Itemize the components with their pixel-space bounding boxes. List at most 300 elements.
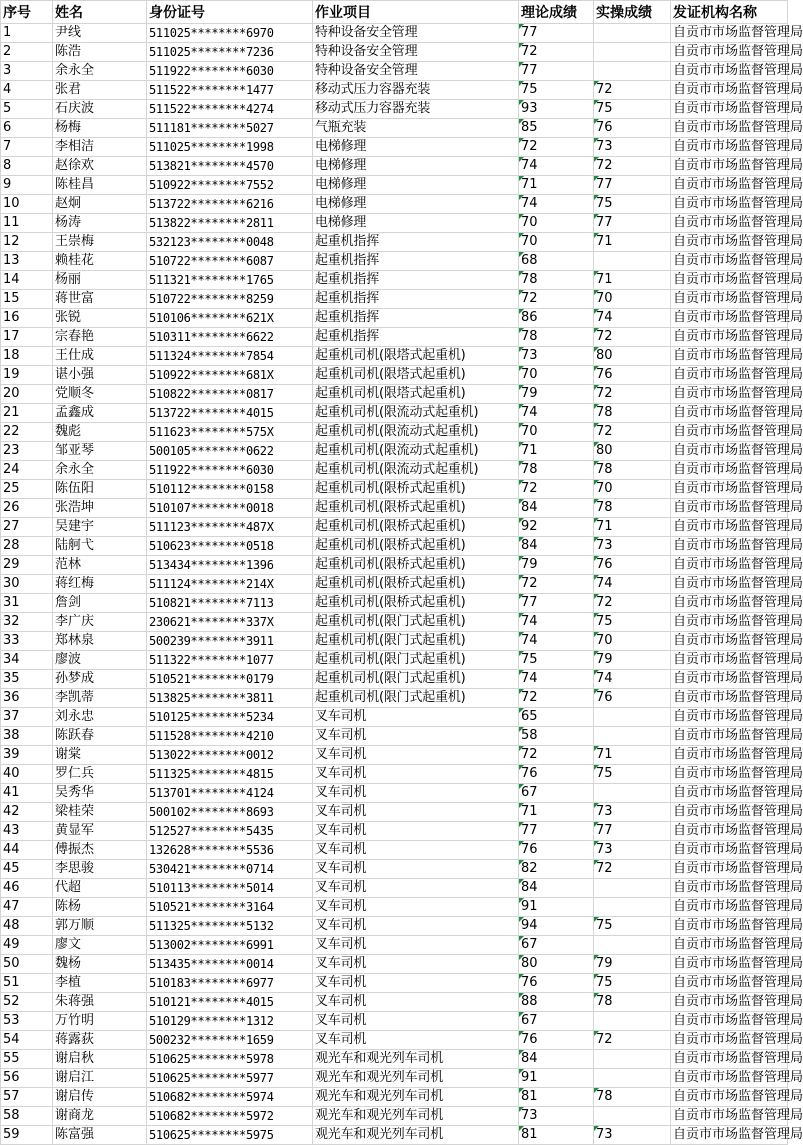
cell-no[interactable]: 45	[1, 860, 53, 879]
cell-id[interactable]: 511181********5027	[147, 119, 313, 138]
cell-id[interactable]: 510922********681X	[147, 366, 313, 385]
cell-id[interactable]: 510722********6087	[147, 252, 313, 271]
cell-no[interactable]: 54	[1, 1031, 53, 1050]
cell-project[interactable]: 叉车司机	[313, 822, 519, 841]
cell-name[interactable]: 谢棠	[53, 746, 147, 765]
cell-no[interactable]: 37	[1, 708, 53, 727]
cell-no[interactable]: 43	[1, 822, 53, 841]
cell-theory[interactable]: 72	[519, 290, 594, 309]
cell-org[interactable]: 自贡市市场监督管理局	[671, 1069, 788, 1088]
cell-name[interactable]: 孟鑫成	[53, 404, 147, 423]
cell-name[interactable]: 陈伍阳	[53, 480, 147, 499]
cell-name[interactable]: 余永全	[53, 461, 147, 480]
cell-project[interactable]: 叉车司机	[313, 898, 519, 917]
cell-org[interactable]: 自贡市市场监督管理局	[671, 24, 788, 43]
cell-project[interactable]: 起重机司机(限桥式起重机)	[313, 537, 519, 556]
cell-project[interactable]: 叉车司机	[313, 1012, 519, 1031]
cell-practice[interactable]: 75	[594, 195, 671, 214]
cell-org[interactable]: 自贡市市场监督管理局	[671, 746, 788, 765]
cell-project[interactable]: 起重机司机(限门式起重机)	[313, 613, 519, 632]
cell-id[interactable]: 500239********3911	[147, 632, 313, 651]
cell-no[interactable]: 1	[1, 24, 53, 43]
cell-practice[interactable]: 78	[594, 461, 671, 480]
cell-practice[interactable]: 72	[594, 157, 671, 176]
cell-theory[interactable]: 58	[519, 727, 594, 746]
cell-name[interactable]: 王仕成	[53, 347, 147, 366]
cell-theory[interactable]: 76	[519, 841, 594, 860]
cell-theory[interactable]: 94	[519, 917, 594, 936]
cell-no[interactable]: 42	[1, 803, 53, 822]
cell-org[interactable]: 自贡市市场监督管理局	[671, 43, 788, 62]
cell-theory[interactable]: 93	[519, 100, 594, 119]
cell-theory[interactable]: 74	[519, 157, 594, 176]
cell-org[interactable]: 自贡市市场监督管理局	[671, 252, 788, 271]
cell-no[interactable]: 48	[1, 917, 53, 936]
cell-project[interactable]: 起重机司机(限桥式起重机)	[313, 499, 519, 518]
cell-practice[interactable]: 70	[594, 480, 671, 499]
cell-practice[interactable]	[594, 1069, 671, 1088]
cell-project[interactable]: 叉车司机	[313, 803, 519, 822]
cell-practice[interactable]: 76	[594, 689, 671, 708]
cell-org[interactable]: 自贡市市场监督管理局	[671, 499, 788, 518]
cell-project[interactable]: 特种设备安全管理	[313, 24, 519, 43]
cell-theory[interactable]: 72	[519, 138, 594, 157]
cell-id[interactable]: 511322********1077	[147, 651, 313, 670]
cell-id[interactable]: 511124********214X	[147, 575, 313, 594]
cell-no[interactable]: 33	[1, 632, 53, 651]
cell-theory[interactable]: 80	[519, 955, 594, 974]
cell-practice[interactable]: 77	[594, 822, 671, 841]
cell-theory[interactable]: 92	[519, 518, 594, 537]
cell-no[interactable]: 40	[1, 765, 53, 784]
cell-id[interactable]: 511623********575X	[147, 423, 313, 442]
cell-id[interactable]: 510112********0158	[147, 480, 313, 499]
cell-id[interactable]: 510121********4015	[147, 993, 313, 1012]
cell-id[interactable]: 510922********7552	[147, 176, 313, 195]
cell-org[interactable]: 自贡市市场监督管理局	[671, 955, 788, 974]
cell-project[interactable]: 观光车和观光列车司机	[313, 1069, 519, 1088]
cell-id[interactable]: 511325********4815	[147, 765, 313, 784]
cell-practice[interactable]	[594, 43, 671, 62]
cell-org[interactable]: 自贡市市场监督管理局	[671, 423, 788, 442]
cell-no[interactable]: 55	[1, 1050, 53, 1069]
cell-practice[interactable]: 75	[594, 613, 671, 632]
cell-org[interactable]: 自贡市市场监督管理局	[671, 651, 788, 670]
cell-no[interactable]: 31	[1, 594, 53, 613]
cell-no[interactable]: 41	[1, 784, 53, 803]
cell-theory[interactable]: 76	[519, 974, 594, 993]
cell-org[interactable]: 自贡市市场监督管理局	[671, 556, 788, 575]
cell-org[interactable]: 自贡市市场监督管理局	[671, 1107, 788, 1126]
cell-name[interactable]: 廖文	[53, 936, 147, 955]
cell-name[interactable]: 陈杨	[53, 898, 147, 917]
cell-org[interactable]: 自贡市市场监督管理局	[671, 917, 788, 936]
cell-org[interactable]: 自贡市市场监督管理局	[671, 1088, 788, 1107]
cell-org[interactable]: 自贡市市场监督管理局	[671, 119, 788, 138]
cell-project[interactable]: 起重机司机(限门式起重机)	[313, 651, 519, 670]
cell-org[interactable]: 自贡市市场监督管理局	[671, 347, 788, 366]
cell-name[interactable]: 黄显军	[53, 822, 147, 841]
cell-name[interactable]: 宗春艳	[53, 328, 147, 347]
cell-no[interactable]: 20	[1, 385, 53, 404]
cell-practice[interactable]: 75	[594, 974, 671, 993]
cell-project[interactable]: 叉车司机	[313, 917, 519, 936]
cell-practice[interactable]: 77	[594, 214, 671, 233]
cell-name[interactable]: 郭万顺	[53, 917, 147, 936]
cell-practice[interactable]: 74	[594, 670, 671, 689]
cell-id[interactable]: 512527********5435	[147, 822, 313, 841]
cell-project[interactable]: 叉车司机	[313, 765, 519, 784]
cell-theory[interactable]: 68	[519, 252, 594, 271]
cell-no[interactable]: 9	[1, 176, 53, 195]
cell-theory[interactable]: 70	[519, 423, 594, 442]
cell-name[interactable]: 余永全	[53, 62, 147, 81]
cell-id[interactable]: 132628********5536	[147, 841, 313, 860]
cell-id[interactable]: 510183********6977	[147, 974, 313, 993]
cell-id[interactable]: 513825********3811	[147, 689, 313, 708]
cell-project[interactable]: 起重机指挥	[313, 290, 519, 309]
cell-project[interactable]: 起重机指挥	[313, 252, 519, 271]
cell-name[interactable]: 杨丽	[53, 271, 147, 290]
cell-name[interactable]: 魏彪	[53, 423, 147, 442]
cell-org[interactable]: 自贡市市场监督管理局	[671, 518, 788, 537]
cell-name[interactable]: 尹线	[53, 24, 147, 43]
cell-org[interactable]: 自贡市市场监督管理局	[671, 708, 788, 727]
cell-theory[interactable]: 72	[519, 575, 594, 594]
cell-project[interactable]: 起重机司机(限桥式起重机)	[313, 556, 519, 575]
cell-id[interactable]: 513821********4570	[147, 157, 313, 176]
cell-project[interactable]: 叉车司机	[313, 727, 519, 746]
cell-id[interactable]: 513002********6991	[147, 936, 313, 955]
cell-name[interactable]: 党顺冬	[53, 385, 147, 404]
cell-project[interactable]: 叉车司机	[313, 841, 519, 860]
cell-theory[interactable]: 74	[519, 195, 594, 214]
cell-name[interactable]: 赵炯	[53, 195, 147, 214]
cell-id[interactable]: 510722********8259	[147, 290, 313, 309]
cell-practice[interactable]: 75	[594, 765, 671, 784]
cell-practice[interactable]: 78	[594, 1088, 671, 1107]
cell-no[interactable]: 28	[1, 537, 53, 556]
cell-theory[interactable]: 73	[519, 1107, 594, 1126]
cell-id[interactable]: 500105********0622	[147, 442, 313, 461]
cell-org[interactable]: 自贡市市场监督管理局	[671, 993, 788, 1012]
cell-org[interactable]: 自贡市市场监督管理局	[671, 195, 788, 214]
cell-no[interactable]: 11	[1, 214, 53, 233]
cell-theory[interactable]: 78	[519, 328, 594, 347]
cell-no[interactable]: 12	[1, 233, 53, 252]
cell-name[interactable]: 陈富强	[53, 1126, 147, 1145]
cell-no[interactable]: 23	[1, 442, 53, 461]
cell-practice[interactable]	[594, 879, 671, 898]
cell-project[interactable]: 叉车司机	[313, 974, 519, 993]
cell-id[interactable]: 511922********6030	[147, 461, 313, 480]
cell-name[interactable]: 代超	[53, 879, 147, 898]
cell-theory[interactable]: 77	[519, 594, 594, 613]
cell-project[interactable]: 起重机指挥	[313, 233, 519, 252]
cell-name[interactable]: 蒋世富	[53, 290, 147, 309]
cell-no[interactable]: 58	[1, 1107, 53, 1126]
cell-name[interactable]: 杨梅	[53, 119, 147, 138]
cell-theory[interactable]: 79	[519, 385, 594, 404]
cell-id[interactable]: 511528********4210	[147, 727, 313, 746]
cell-practice[interactable]	[594, 62, 671, 81]
cell-org[interactable]: 自贡市市场监督管理局	[671, 81, 788, 100]
cell-id[interactable]: 532123********0048	[147, 233, 313, 252]
cell-theory[interactable]: 71	[519, 442, 594, 461]
cell-theory[interactable]: 82	[519, 860, 594, 879]
cell-org[interactable]: 自贡市市场监督管理局	[671, 632, 788, 651]
cell-no[interactable]: 34	[1, 651, 53, 670]
header-name[interactable]: 姓名	[53, 1, 147, 24]
cell-id[interactable]: 513822********2811	[147, 214, 313, 233]
cell-project[interactable]: 起重机司机(限塔式起重机)	[313, 366, 519, 385]
cell-practice[interactable]: 78	[594, 993, 671, 1012]
cell-theory[interactable]: 74	[519, 404, 594, 423]
cell-no[interactable]: 38	[1, 727, 53, 746]
cell-id[interactable]: 511025********7236	[147, 43, 313, 62]
cell-theory[interactable]: 78	[519, 461, 594, 480]
cell-theory[interactable]: 75	[519, 81, 594, 100]
cell-practice[interactable]	[594, 1050, 671, 1069]
cell-project[interactable]: 叉车司机	[313, 955, 519, 974]
cell-practice[interactable]: 80	[594, 442, 671, 461]
cell-theory[interactable]: 77	[519, 62, 594, 81]
cell-practice[interactable]: 72	[594, 594, 671, 613]
cell-practice[interactable]: 77	[594, 176, 671, 195]
cell-name[interactable]: 谢启江	[53, 1069, 147, 1088]
cell-name[interactable]: 谌小强	[53, 366, 147, 385]
cell-org[interactable]: 自贡市市场监督管理局	[671, 1031, 788, 1050]
cell-practice[interactable]: 75	[594, 917, 671, 936]
cell-org[interactable]: 自贡市市场监督管理局	[671, 803, 788, 822]
cell-theory[interactable]: 81	[519, 1126, 594, 1145]
cell-no[interactable]: 24	[1, 461, 53, 480]
cell-project[interactable]: 起重机司机(限流动式起重机)	[313, 423, 519, 442]
cell-theory[interactable]: 72	[519, 689, 594, 708]
cell-no[interactable]: 10	[1, 195, 53, 214]
cell-project[interactable]: 起重机司机(限门式起重机)	[313, 670, 519, 689]
cell-org[interactable]: 自贡市市场监督管理局	[671, 822, 788, 841]
cell-id[interactable]: 510822********0817	[147, 385, 313, 404]
cell-id[interactable]: 510625********5978	[147, 1050, 313, 1069]
cell-name[interactable]: 邹亚琴	[53, 442, 147, 461]
cell-theory[interactable]: 84	[519, 499, 594, 518]
cell-no[interactable]: 51	[1, 974, 53, 993]
cell-project[interactable]: 电梯修理	[313, 157, 519, 176]
cell-name[interactable]: 陆舸弋	[53, 537, 147, 556]
cell-theory[interactable]: 71	[519, 803, 594, 822]
cell-org[interactable]: 自贡市市场监督管理局	[671, 936, 788, 955]
cell-practice[interactable]: 71	[594, 518, 671, 537]
cell-org[interactable]: 自贡市市场监督管理局	[671, 727, 788, 746]
cell-project[interactable]: 叉车司机	[313, 936, 519, 955]
cell-project[interactable]: 电梯修理	[313, 176, 519, 195]
cell-practice[interactable]	[594, 784, 671, 803]
cell-project[interactable]: 电梯修理	[313, 195, 519, 214]
cell-theory[interactable]: 72	[519, 480, 594, 499]
cell-id[interactable]: 510682********5974	[147, 1088, 313, 1107]
cell-no[interactable]: 6	[1, 119, 53, 138]
cell-practice[interactable]: 76	[594, 119, 671, 138]
cell-no[interactable]: 5	[1, 100, 53, 119]
cell-id[interactable]: 513435********0014	[147, 955, 313, 974]
cell-name[interactable]: 陈桂昌	[53, 176, 147, 195]
cell-no[interactable]: 16	[1, 309, 53, 328]
cell-theory[interactable]: 74	[519, 613, 594, 632]
header-id[interactable]: 身份证号	[147, 1, 313, 24]
cell-no[interactable]: 59	[1, 1126, 53, 1145]
cell-theory[interactable]: 84	[519, 879, 594, 898]
cell-project[interactable]: 移动式压力容器充装	[313, 100, 519, 119]
cell-no[interactable]: 25	[1, 480, 53, 499]
cell-org[interactable]: 自贡市市场监督管理局	[671, 480, 788, 499]
cell-id[interactable]: 510521********3164	[147, 898, 313, 917]
cell-theory[interactable]: 81	[519, 1088, 594, 1107]
cell-no[interactable]: 13	[1, 252, 53, 271]
cell-project[interactable]: 起重机司机(限流动式起重机)	[313, 461, 519, 480]
cell-name[interactable]: 郑林泉	[53, 632, 147, 651]
cell-theory[interactable]: 73	[519, 347, 594, 366]
cell-id[interactable]: 530421********0714	[147, 860, 313, 879]
cell-no[interactable]: 18	[1, 347, 53, 366]
cell-project[interactable]: 起重机司机(限门式起重机)	[313, 632, 519, 651]
cell-no[interactable]: 32	[1, 613, 53, 632]
cell-project[interactable]: 起重机司机(限塔式起重机)	[313, 385, 519, 404]
cell-org[interactable]: 自贡市市场监督管理局	[671, 404, 788, 423]
cell-theory[interactable]: 67	[519, 936, 594, 955]
cell-theory[interactable]: 84	[519, 537, 594, 556]
cell-theory[interactable]: 84	[519, 1050, 594, 1069]
cell-project[interactable]: 起重机司机(限桥式起重机)	[313, 575, 519, 594]
cell-project[interactable]: 叉车司机	[313, 879, 519, 898]
cell-practice[interactable]: 74	[594, 575, 671, 594]
cell-practice[interactable]: 73	[594, 1126, 671, 1145]
cell-org[interactable]: 自贡市市场监督管理局	[671, 613, 788, 632]
cell-org[interactable]: 自贡市市场监督管理局	[671, 898, 788, 917]
cell-practice[interactable]	[594, 708, 671, 727]
cell-theory[interactable]: 76	[519, 765, 594, 784]
cell-id[interactable]: 230621********337X	[147, 613, 313, 632]
cell-no[interactable]: 50	[1, 955, 53, 974]
cell-practice[interactable]: 76	[594, 556, 671, 575]
cell-name[interactable]: 石庆波	[53, 100, 147, 119]
cell-practice[interactable]: 72	[594, 328, 671, 347]
cell-no[interactable]: 4	[1, 81, 53, 100]
cell-name[interactable]: 廖波	[53, 651, 147, 670]
cell-id[interactable]: 510623********0518	[147, 537, 313, 556]
cell-theory[interactable]: 78	[519, 271, 594, 290]
cell-theory[interactable]: 77	[519, 24, 594, 43]
cell-org[interactable]: 自贡市市场监督管理局	[671, 290, 788, 309]
cell-practice[interactable]	[594, 727, 671, 746]
cell-theory[interactable]: 77	[519, 822, 594, 841]
cell-name[interactable]: 谢商龙	[53, 1107, 147, 1126]
cell-theory[interactable]: 70	[519, 366, 594, 385]
cell-project[interactable]: 电梯修理	[313, 214, 519, 233]
cell-practice[interactable]	[594, 1107, 671, 1126]
cell-id[interactable]: 510311********6622	[147, 328, 313, 347]
cell-project[interactable]: 观光车和观光列车司机	[313, 1088, 519, 1107]
cell-org[interactable]: 自贡市市场监督管理局	[671, 461, 788, 480]
cell-org[interactable]: 自贡市市场监督管理局	[671, 784, 788, 803]
cell-name[interactable]: 蒋红梅	[53, 575, 147, 594]
cell-project[interactable]: 移动式压力容器充装	[313, 81, 519, 100]
cell-no[interactable]: 57	[1, 1088, 53, 1107]
cell-name[interactable]: 王崇梅	[53, 233, 147, 252]
cell-project[interactable]: 起重机指挥	[313, 328, 519, 347]
cell-name[interactable]: 万竹明	[53, 1012, 147, 1031]
cell-org[interactable]: 自贡市市场监督管理局	[671, 442, 788, 461]
cell-id[interactable]: 500232********1659	[147, 1031, 313, 1050]
cell-project[interactable]: 起重机司机(限桥式起重机)	[313, 480, 519, 499]
cell-org[interactable]: 自贡市市场监督管理局	[671, 670, 788, 689]
cell-name[interactable]: 李凯蒂	[53, 689, 147, 708]
cell-theory[interactable]: 74	[519, 670, 594, 689]
cell-project[interactable]: 起重机司机(限桥式起重机)	[313, 594, 519, 613]
cell-practice[interactable]	[594, 252, 671, 271]
cell-theory[interactable]: 91	[519, 1069, 594, 1088]
cell-theory[interactable]: 70	[519, 233, 594, 252]
cell-project[interactable]: 叉车司机	[313, 708, 519, 727]
cell-practice[interactable]: 75	[594, 100, 671, 119]
header-theory[interactable]: 理论成绩	[519, 1, 594, 24]
cell-project[interactable]: 观光车和观光列车司机	[313, 1126, 519, 1145]
cell-org[interactable]: 自贡市市场监督管理局	[671, 860, 788, 879]
cell-org[interactable]: 自贡市市场监督管理局	[671, 594, 788, 613]
cell-id[interactable]: 513722********6216	[147, 195, 313, 214]
cell-theory[interactable]: 91	[519, 898, 594, 917]
cell-org[interactable]: 自贡市市场监督管理局	[671, 138, 788, 157]
cell-name[interactable]: 李广庆	[53, 613, 147, 632]
cell-id[interactable]: 510125********5234	[147, 708, 313, 727]
cell-org[interactable]: 自贡市市场监督管理局	[671, 537, 788, 556]
cell-no[interactable]: 29	[1, 556, 53, 575]
cell-id[interactable]: 510107********0018	[147, 499, 313, 518]
cell-practice[interactable]: 72	[594, 860, 671, 879]
cell-org[interactable]: 自贡市市场监督管理局	[671, 309, 788, 328]
cell-practice[interactable]: 80	[594, 347, 671, 366]
cell-no[interactable]: 19	[1, 366, 53, 385]
cell-name[interactable]: 蒋露荻	[53, 1031, 147, 1050]
cell-practice[interactable]	[594, 898, 671, 917]
cell-theory[interactable]: 79	[519, 556, 594, 575]
cell-theory[interactable]: 85	[519, 119, 594, 138]
cell-theory[interactable]: 74	[519, 632, 594, 651]
cell-org[interactable]: 自贡市市场监督管理局	[671, 1050, 788, 1069]
cell-no[interactable]: 8	[1, 157, 53, 176]
cell-practice[interactable]: 70	[594, 632, 671, 651]
cell-practice[interactable]: 76	[594, 366, 671, 385]
cell-project[interactable]: 特种设备安全管理	[313, 62, 519, 81]
cell-id[interactable]: 510129********1312	[147, 1012, 313, 1031]
cell-name[interactable]: 范林	[53, 556, 147, 575]
cell-theory[interactable]: 67	[519, 784, 594, 803]
cell-name[interactable]: 陈浩	[53, 43, 147, 62]
cell-practice[interactable]	[594, 24, 671, 43]
cell-project[interactable]: 起重机司机(限流动式起重机)	[313, 442, 519, 461]
cell-no[interactable]: 14	[1, 271, 53, 290]
header-org[interactable]: 发证机构名称	[671, 1, 788, 24]
cell-project[interactable]: 电梯修理	[313, 138, 519, 157]
cell-name[interactable]: 陈跃春	[53, 727, 147, 746]
cell-project[interactable]: 特种设备安全管理	[313, 43, 519, 62]
cell-practice[interactable]: 78	[594, 499, 671, 518]
cell-id[interactable]: 511522********1477	[147, 81, 313, 100]
cell-practice[interactable]: 73	[594, 537, 671, 556]
cell-theory[interactable]: 75	[519, 651, 594, 670]
cell-project[interactable]: 观光车和观光列车司机	[313, 1107, 519, 1126]
cell-practice[interactable]	[594, 1012, 671, 1031]
